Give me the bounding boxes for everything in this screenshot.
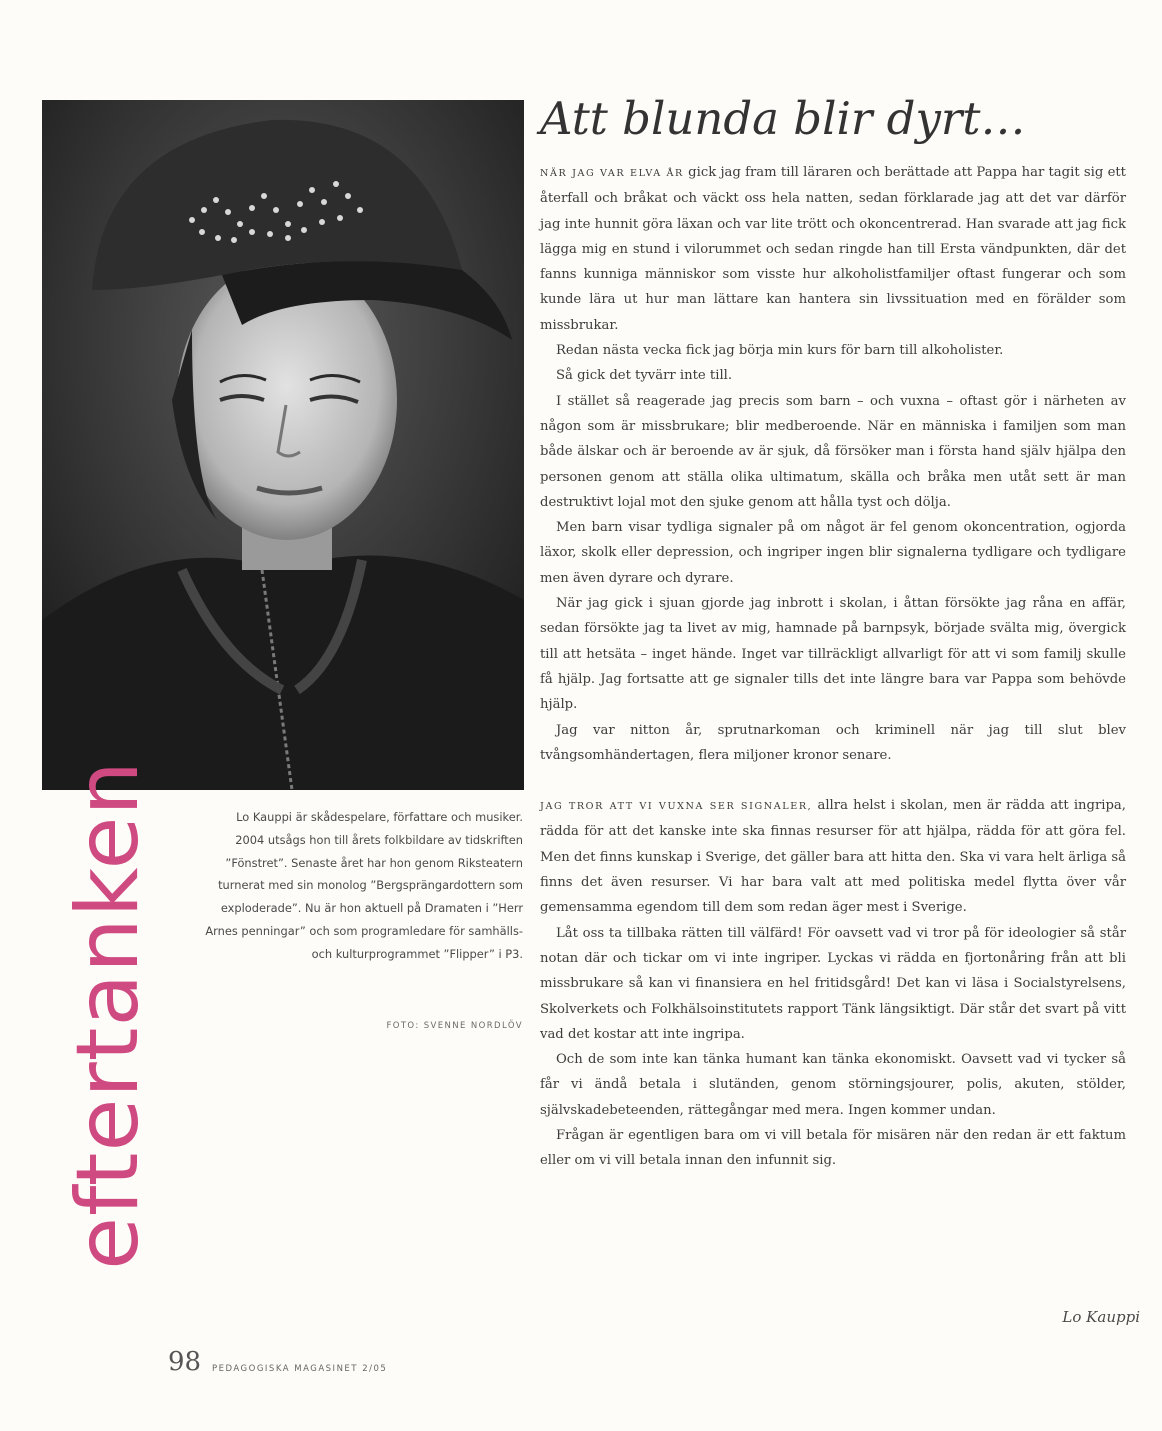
article-paragraph: Låt oss ta tillbaka rätten till välfärd! För oavsett vad vi tror på för ideologier så står notan där och tickar om vi inte ingriper. Lyckas vi rädda en fjortonåring från att bli missbrukare så kan vi finansiera en hel fritidsgård! Det kan vi läsa i Socialstyrelsens, Skolverkets och Folkhälsoinstitutets rapport Tänk längsiktigt. Där står det svart på vitt vad det kostar att inte ingripa. bbox=[540, 925, 1126, 1042]
portrait-photo bbox=[42, 100, 524, 790]
author-signature: Lo Kauppi bbox=[1062, 1308, 1140, 1326]
section-title-text: eftertanken bbox=[58, 760, 158, 1270]
article-paragraph: Jag var nitton år, sprutnarkoman och kriminell när jag till slut blev tvångsomhändertagen, flera miljoner kronor senare. bbox=[540, 722, 1126, 763]
article-paragraph: Och de som inte kan tänka humant kan tänka ekonomiskt. Oavsett vad vi tycker så får vi ändå betala i slutänden, genom störningsjourer, polis, akuten, stölder, självskadebeteenden, rättegångar med mera. Ingen kommer undan. bbox=[540, 1052, 1126, 1118]
magazine-name: PEDAGOGISKA MAGASINET 2/05 bbox=[212, 1364, 388, 1374]
paragraph-lead-in: JAG TROR ATT VI VUXNA SER SIGNALER, bbox=[540, 801, 813, 813]
photo-caption: Lo Kauppi är skådespelare, författare och musiker. 2004 utsågs hon till årets folkbildare av tidskriften ”Fönstret”. Senaste året har hon genom Riksteatern turnerat med sin monolog ”Bergsprängardottern som exploderade”. Nu är hon aktuell på Dramaten i ”Herr Arnes penningar” och som programledare för samhälls- och kulturprogrammet ”Flipper” i P3. bbox=[205, 810, 523, 961]
paragraph-text: allra helst i skolan, men är rädda att ingripa, rädda för att det kanske inte ska finnas resurser för att hjälpa, rädda för att göra fel. Men det finns kunskap i Sverige, det gäller bara att hitta den. Ska vi vara helt ärliga så finns det även resurser. Vi har bara valt att med politiska medel flytta över vår gemensamma egendom till dem som redan äger mest i Sverige. bbox=[540, 798, 1126, 916]
article-body bbox=[540, 160, 1126, 1174]
page-number: 98 bbox=[168, 1347, 202, 1377]
section-title bbox=[38, 760, 178, 1270]
article-paragraph: Redan nästa vecka fick jag börja min kurs för barn till alkoholister. bbox=[556, 343, 1004, 359]
article-paragraph: Så gick det tyvärr inte till. bbox=[556, 368, 733, 384]
article-paragraph: I stället så reagerade jag precis som barn – och vuxna – oftast gör i närheten av någon som är missbrukare; blir medberoende. När en människa i familjen som man både älskar och är beroende av är sjuk, då försöker man i första hand själv hjälpa den personen genom att ställa olika ultimatum, skälla och bråka men utåt sett är man destruktivt lojal mot den sjuke genom att hålla tyst och dölja. bbox=[540, 393, 1126, 510]
article-paragraph: Men barn visar tydliga signaler på om något är fel genom okoncentration, ogjorda läxor, skolk eller depression, och ingriper ingen blir signalerna tydligare och tydligare men även dyrare och dyrare. bbox=[540, 520, 1126, 586]
paragraph-text: gick jag fram till läraren och berättade att Pappa har tagit sig ett återfall och bråkat och väckt oss hela natten, sedan förklarade jag att det var därför jag inte hunnit göra läxan och var lite trött och okoncentrerad. Han svarade att jag fick lägga mig en stund i vilorummet och sedan ringde han till Ersta vändpunkten, där det fanns kunniga människor som visste hur alkoholistfamiljer oftast fungerar och som kunde lära ut hur man lättare kan hantera sin livssituation med en förälder som missbrukar. bbox=[540, 165, 1126, 333]
portrait-illustration bbox=[42, 100, 524, 790]
photo-credit: FOTO: SVENNE NORDLÖV bbox=[386, 1021, 523, 1031]
article-paragraph bbox=[540, 793, 1126, 920]
article-headline: Att blunda blir dyrt… bbox=[540, 92, 1026, 145]
paragraph-lead-in: NÄR JAG VAR ELVA ÅR bbox=[540, 168, 684, 179]
article-paragraph bbox=[540, 160, 1126, 338]
article-paragraph: När jag gick i sjuan gjorde jag inbrott i skolan, i åttan försökte jag råna en affär, sedan försökte jag ta livet av mig, hamnade på barnpsyk, började svälta mig, övergick till att hetsäta – inget hände. Inget var tillräckligt allvarligt för att vi som familj skulle få hjälp. Jag fortsatte att ge signaler tills det inte längre bara var Pappa som behövde hjälp. bbox=[540, 596, 1126, 713]
article-paragraph: Frågan är egentligen bara om vi vill betala för misären när den redan är ett faktum eller om vi vill betala innan den infunnit sig. bbox=[540, 1127, 1126, 1169]
